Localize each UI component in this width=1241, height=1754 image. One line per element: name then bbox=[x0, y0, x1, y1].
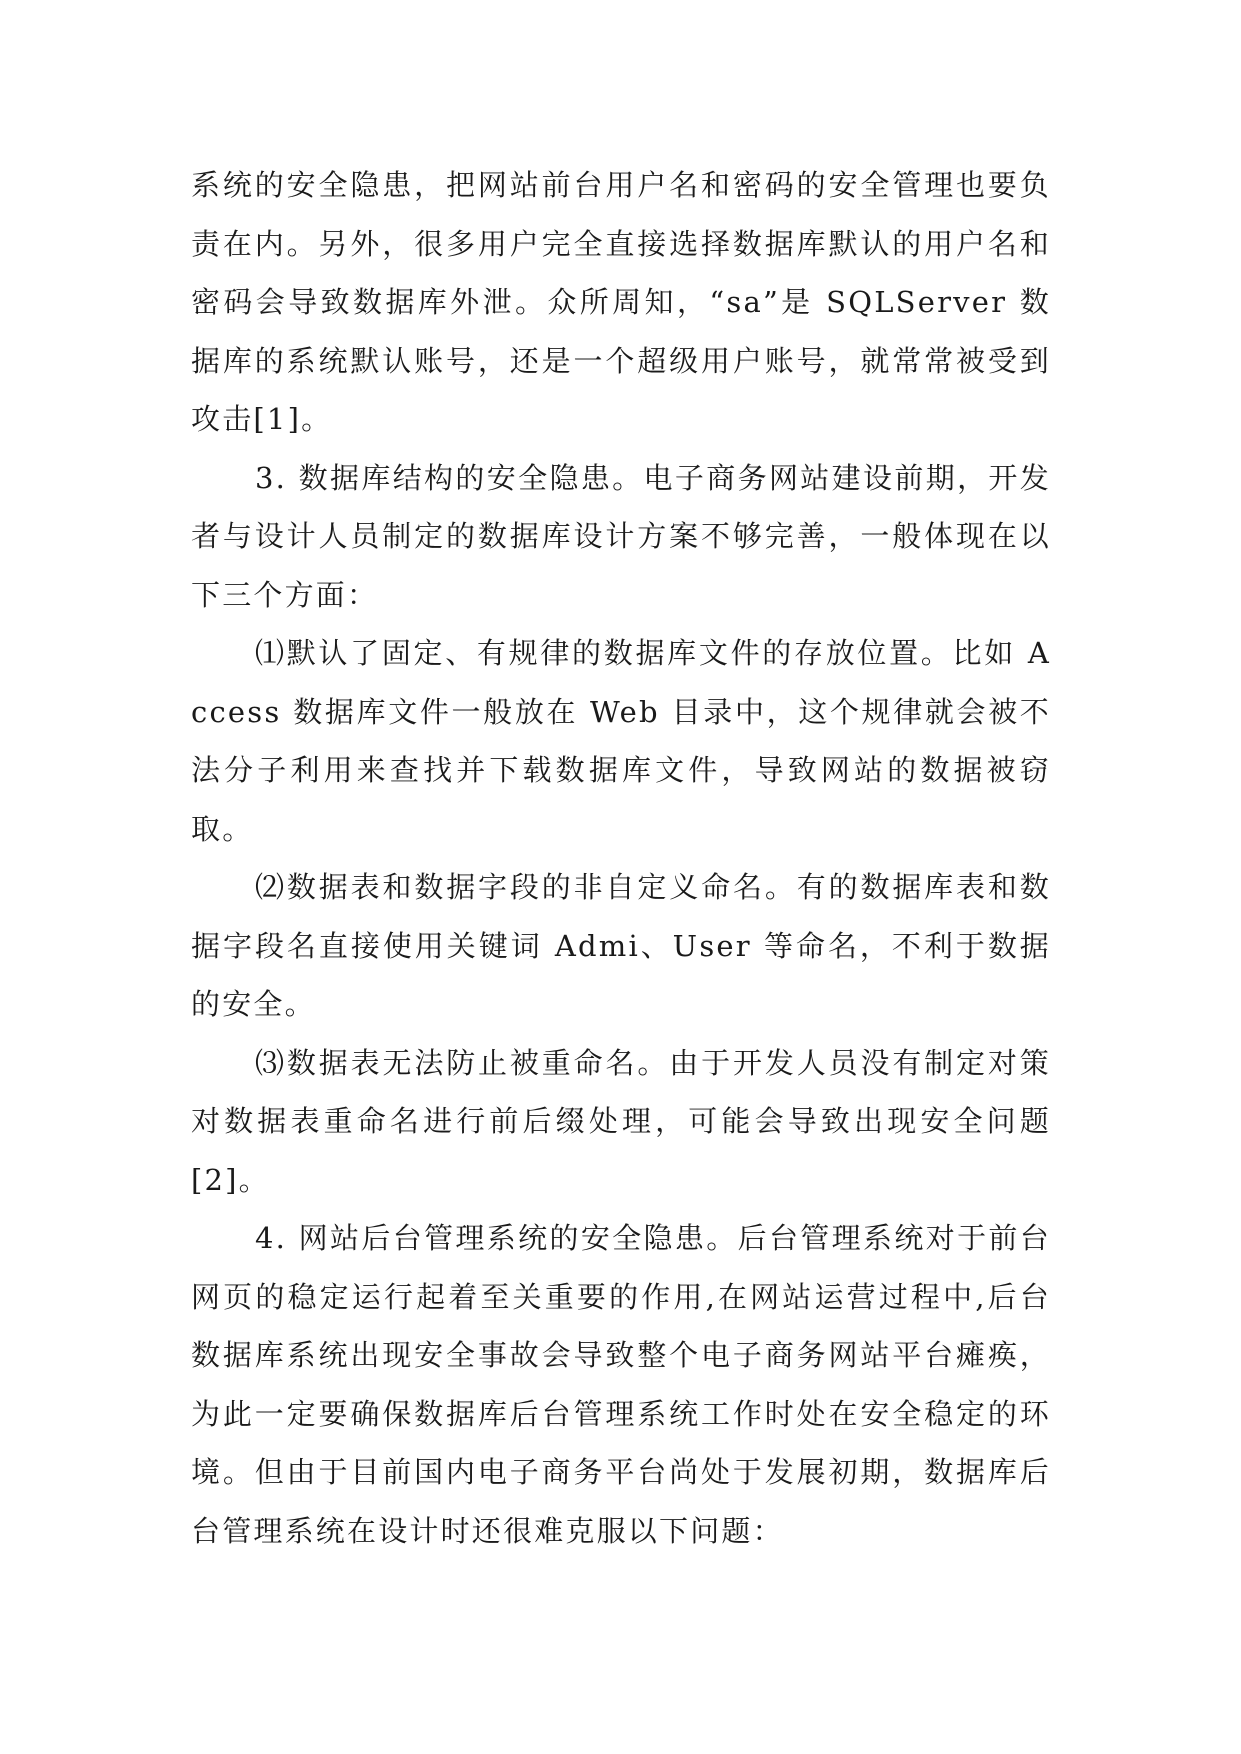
paragraph-item-2: ⑵数据表和数据字段的非自定义命名。有的数据库表和数据字段名直接使用关键词 Admi、User 等命名，不利于数据的安全。 bbox=[191, 870, 1051, 1021]
paragraph-section-4: 4. 网站后台管理系统的安全隐患。后台管理系统对于前台网页的稳定运行起着至关重要的作用,在网站运营过程中,后台数据库系统出现安全事故会导致整个电子商务网站平台瘫痪，为此一定要确保数据库后台管理系统工作时处在安全稳定的环境。但由于目前国内电子商务平台尚处于发展初期，数据库后台管理系统在设计时还很难克服以下问题： bbox=[191, 1221, 1051, 1548]
body-text bbox=[191, 156, 1051, 1560]
paragraph-section-3: 3. 数据库结构的安全隐患。电子商务网站建设前期，开发者与设计人员制定的数据库设计方案不够完善，一般体现在以下三个方面： bbox=[191, 460, 1051, 612]
paragraph-continued: 系统的安全隐患，把网站前台用户名和密码的安全管理也要负责在内。另外，很多用户完全直接选择数据库默认的用户名和密码会导致数据库外泄。众所周知，“sa”是 SQLServer 数据库的系统默认账号，还是一个超级用户账号，就常常被受到攻击[1]。 bbox=[191, 168, 1051, 436]
paragraph-item-1: ⑴默认了固定、有规律的数据库文件的存放位置。比如 Access 数据库文件一般放在 Web 目录中，这个规律就会被不法分子利用来查找并下载数据库文件，导致网站的数据被窃取。 bbox=[191, 636, 1051, 846]
paragraph-item-3: ⑶数据表无法防止被重命名。由于开发人员没有制定对策对数据表重命名进行前后缀处理，可能会导致出现安全问题[2]。 bbox=[191, 1045, 1051, 1197]
